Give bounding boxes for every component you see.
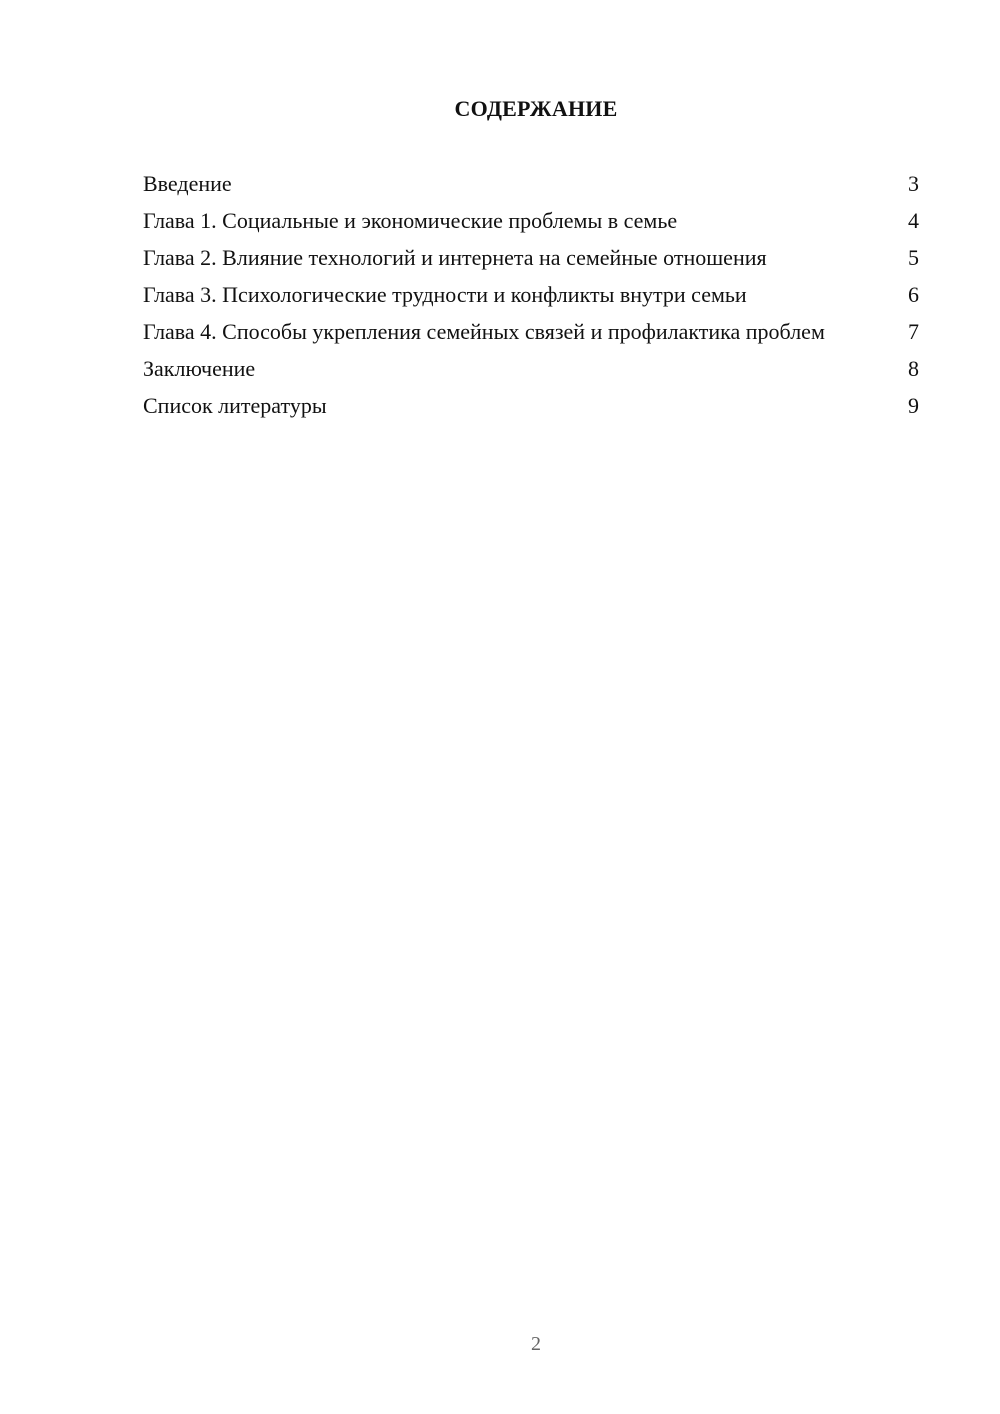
toc-entry-label: Введение bbox=[143, 171, 232, 196]
toc-entry-label: Глава 3. Психологические трудности и конфликты внутри семьи bbox=[143, 282, 747, 307]
toc-entry-introduction[interactable] bbox=[143, 170, 919, 197]
toc-entry-page-number: 6 bbox=[908, 282, 919, 307]
toc-entry-page-number: 9 bbox=[908, 393, 919, 418]
toc-entry-label: Список литературы bbox=[143, 393, 327, 418]
toc-entry-page-number: 7 bbox=[908, 319, 919, 344]
toc-entry-chapter-2[interactable] bbox=[143, 244, 919, 271]
toc-entry-page-number: 5 bbox=[908, 245, 919, 270]
toc-entry-page-number: 3 bbox=[908, 171, 919, 196]
toc-entry-chapter-1[interactable] bbox=[143, 207, 919, 234]
toc-entry-chapter-4[interactable] bbox=[143, 318, 919, 345]
page-number: 2 bbox=[531, 1333, 541, 1355]
table-of-contents bbox=[143, 170, 919, 429]
toc-entry-label: Заключение bbox=[143, 356, 256, 381]
toc-entry-label: Глава 2. Влияние технологий и интернета на семейные отношения bbox=[143, 245, 767, 270]
toc-entry-references[interactable] bbox=[143, 392, 919, 419]
toc-title: СОДЕРЖАНИЕ bbox=[454, 96, 618, 121]
toc-entry-conclusion[interactable] bbox=[143, 355, 919, 382]
toc-entry-page-number: 4 bbox=[908, 208, 919, 233]
toc-entry-page-number: 8 bbox=[908, 356, 919, 381]
toc-entry-label: Глава 1. Социальные и экономические проблемы в семье bbox=[143, 208, 678, 233]
toc-entry-chapter-3[interactable] bbox=[143, 281, 919, 308]
toc-entry-label: Глава 4. Способы укрепления семейных связей и профилактика проблем bbox=[143, 319, 825, 344]
